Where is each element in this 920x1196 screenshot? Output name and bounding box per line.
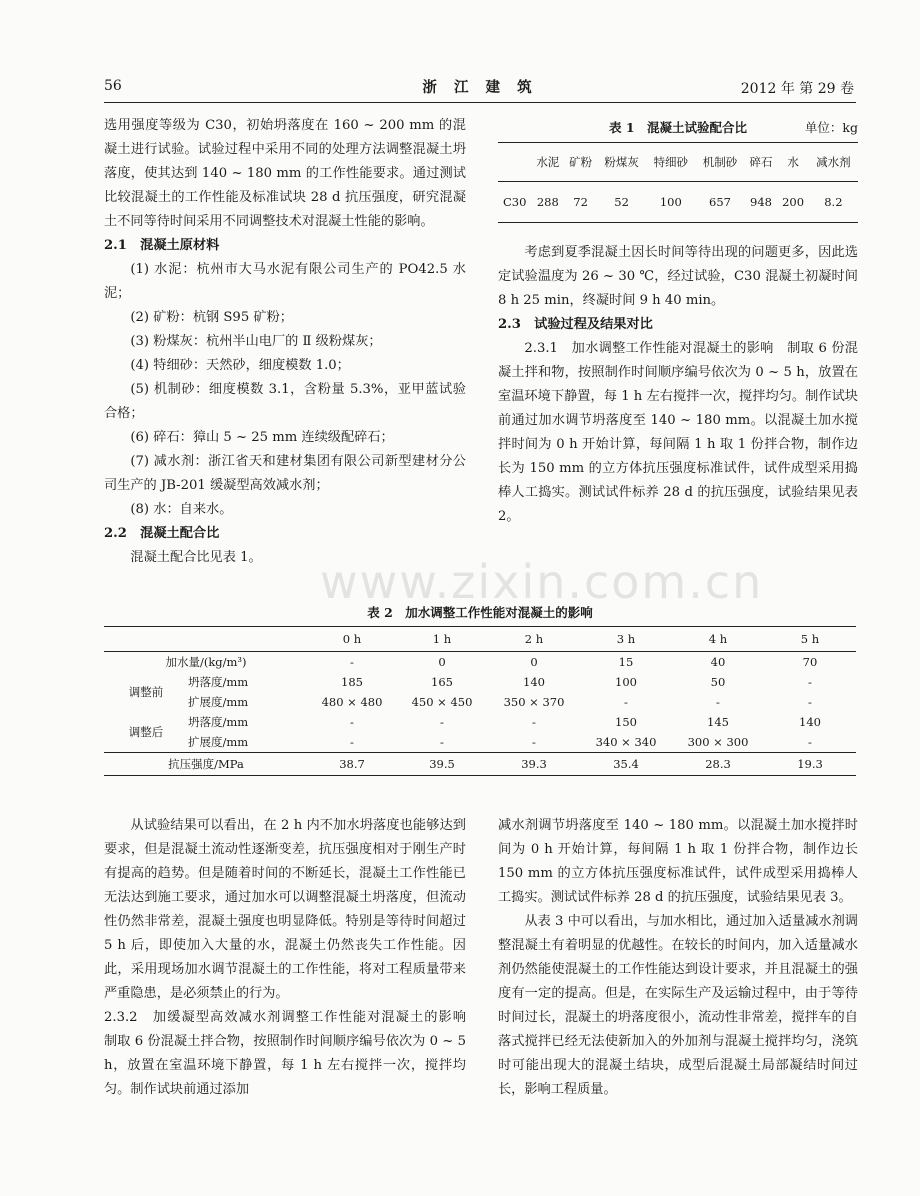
table2-before-spread-cell: 350 × 370 [503,695,565,709]
table2-after-slump-cell: 140 [799,715,821,729]
paragraph: (7) 减水剂：浙江省天和建材集团有限公司新型建材分公司生产的 JB-201 缓凝型高效减水剂； [104,454,466,493]
table2-time-header: 3 h [580,627,672,652]
table1-header-cell: 矿粉 [564,143,597,182]
table2-before-slump-cell: 185 [341,675,363,689]
left-column-bottom [104,814,480,1102]
table2-before-slump-cell: 165 [431,675,453,689]
paragraph: 混凝土配合比见表 1。 [130,550,262,565]
paragraph: 减水剂调节坍落度至 140 ~ 180 mm。以混凝土加水搅拌时间为 0 h 开始计算，每间隔 1 h 取 1 份拌合物，制作边长 150 mm 的立方体抗压强度标准试件，试件成型采用捣棒人工捣实。测试试件标养 28 d 的抗压强度，试验结果见表 3。 [498,818,858,905]
table2-caption: 表 2 加水调整工作性能对混凝土的影响 [367,605,593,620]
table2-after-spread-cell: - [440,735,444,749]
table1-header-cell: 水泥 [531,143,564,182]
table2-time-header: 5 h [764,627,856,652]
table1-header-cell: 减水剂 [809,143,858,182]
year-volume: 2012 年 第 29 卷 [740,81,854,97]
paragraph: (3) 粉煤灰：杭州半山电厂的 Ⅱ 级粉煤灰； [130,334,382,349]
table2-before-spread-cell: 480 × 480 [321,695,383,709]
table2-water-label: 加水量/(kg/m³) [165,655,247,669]
table2-water-cell: 15 [618,655,634,669]
paragraph: 选用强度等级为 C30，初始坍落度在 160 ~ 200 mm 的混凝土进行试验。试验过程中采用不同的处理方法调整混凝土坍落度，使其达到 140 ~ 180 mm 的工作性能要求。通过测试比较混凝土的工作性能及标准试块 28 d 抗压强度，研究混凝土不同等待时间采用不同调整技术对混凝土性能的影响。 [104,118,466,229]
table2-before-slump-cell: - [808,675,812,689]
table2-water-cell: - [350,655,354,669]
right-column-top [498,241,858,529]
left-column-top [104,114,466,570]
table1-header-cell: 特细砂 [646,143,695,182]
table1-cell: 200 [777,182,808,223]
table1-caption: 表 1 混凝土试验配合比 [608,120,748,135]
section-heading: 2.1 混凝土原材料 [104,238,220,253]
table2-after-spread-cell: - [350,735,354,749]
paragraph: 从试验结果可以看出，在 2 h 内不加水坍落度也能够达到要求，但是混凝土流动性逐渐变差，抗压强度相对于刚生产时有提高的趋势。但是随着时间的不断延长，混凝土工作性能已无法达到施工要求，通过加水可以调整混凝土坍落度，但流动性仍然非常差，混凝土强度也明显降低。特别是等待时间超过 5 h 后，即使加入大量的水，混凝土仍然丧失工作性能。因此，采用现场加水调节混凝土的工作性能，将对工程质量带来严重隐患，是必须禁止的行为。 [104,818,466,1001]
table2-row-water [104,652,856,673]
table2-after-slump-cell: - [440,715,444,729]
table1-header-cell: 机制砂 [695,143,744,182]
table2-time-header: 0 h [308,627,396,652]
paragraph: (6) 碎石：獐山 5 ~ 25 mm 连续级配碎石； [130,430,394,445]
table2-strength-cell: 39.3 [488,753,580,776]
table1-cell: 100 [646,182,695,223]
table2-water-cell: 0 [438,655,446,669]
table2-slump-label: 坍落度/mm [188,715,249,729]
table1-cell: 8.2 [809,182,858,223]
table2-spread-label: 扩展度/mm [188,735,249,749]
table2-after-spread-cell: 340 × 340 [595,735,657,749]
table2-row-after-slump [104,712,856,732]
table2-after-spread-cell: - [532,735,536,749]
table1-cell: 288 [531,182,564,223]
right-column-bottom [498,814,858,1102]
table2-before-spread-cell: 450 × 450 [411,695,473,709]
table2-row-strength [104,753,856,776]
table1-header-cell: 水 [777,143,808,182]
table1-cell: 657 [695,182,744,223]
table1-cell: C30 [498,182,531,223]
table2-strength-cell: 39.5 [396,753,488,776]
table1-cell: 72 [564,182,597,223]
table2-strength-cell: 19.3 [764,753,856,776]
watermark: www.zixin.com.cn [320,555,764,609]
table1-header-cell: 碎石 [745,143,778,182]
table2-corner [104,627,308,652]
journal-title: 浙 江 建 筑 [422,79,538,96]
table2-before-slump-cell: 100 [615,675,637,689]
table2-after-slump-cell: 150 [615,715,637,729]
table2-strength-label: 抗压强度/MPa [104,753,308,776]
table1-header-cell: 粉煤灰 [597,143,646,182]
table2-water-cell: 70 [802,655,818,669]
table2-before-slump-cell: 50 [710,675,726,689]
table1-unit: 单位：kg [804,120,858,135]
table2-row-before-slump [104,672,856,692]
table2-row-before-spread [104,692,856,712]
table1-header-cell [498,143,531,182]
table2-strength-cell: 35.4 [580,753,672,776]
page-header [104,76,856,103]
table1-cell: 948 [745,182,778,223]
table1-header-row [498,143,858,182]
paragraph: (4) 特细砂：天然砂，细度模数 1.0； [130,358,350,373]
paragraph: 2.3.2 加缓凝型高效减水剂调整工作性能对混凝土的影响 制取 6 份混凝土拌合物，按照制作时间顺序编号依次为 0 ~ 5 h，放置在室温环境下静置，每 1 h 左右搅拌一次，搅拌均匀。制作试块前通过添加 [104,1010,480,1097]
table2-strength-cell: 38.7 [308,753,396,776]
page-number: 56 [104,78,122,94]
table2-header-row [104,627,856,652]
section-heading: 2.2 混凝土配合比 [104,526,220,541]
table2-strength-cell: 28.3 [672,753,764,776]
table2-slump-label: 坍落度/mm [188,675,249,689]
table2 [104,626,856,776]
table2-after-slump-cell: 145 [707,715,729,729]
table2-after-slump-cell: - [532,715,536,729]
table2-after-slump-cell: - [350,715,354,729]
paragraph: 2.3.1 加水调整工作性能对混凝土的影响 制取 6 份混凝土拌和物，按照制作时间顺序编号依次为 0 ~ 5 h，放置在室温环境下静置，每 1 h 左右搅拌一次，搅拌均匀。制作试块前通过加水调节坍落度至 140 ~ 180 mm。以混凝土加水搅拌时间为 0 h 开始计算，每间隔 1 h 取 1 份拌合物，制作边长为 150 mm 的立方体抗压强度标准试件，试件成型采用捣棒人工捣实。测试试件标养 28 d 的抗压强度，试验结果见表 2。 [498,341,858,524]
table2-water-cell: 40 [710,655,726,669]
table2-after-spread-cell: - [808,735,812,749]
table2-time-header: 4 h [672,627,764,652]
table2-before-spread-cell: - [624,695,628,709]
table2-after-label: 调整后 [128,725,164,739]
table2-before-label: 调整前 [128,685,164,699]
paragraph: 从表 3 中可以看出，与加水相比，通过加入适量减水剂调整混凝土有着明显的优越性。在较长的时间内，加入适量减水剂仍然能使混凝土的工作性能达到设计要求，并且混凝土的强度有一定的提高。但是，在实际生产及运输过程中，由于等待时间过长，混凝土的坍落度很小，流动性非常差，搅拌车的自落式搅拌已经无法使新加入的外加剂与混凝土搅拌均匀，浇筑时可能出现大的混凝土结块，成型后混凝土局部凝结时间过长，影响工程质量。 [498,914,858,1097]
table2-before-slump-cell: 140 [523,675,545,689]
table2-after-spread-cell: 300 × 300 [687,735,749,749]
table1 [498,142,858,223]
table2-before-spread-cell: - [808,695,812,709]
table2-before-spread-cell: - [716,695,720,709]
table2-spread-label: 扩展度/mm [188,695,249,709]
paragraph: (1) 水泥：杭州市大马水泥有限公司生产的 PO42.5 水泥； [104,262,466,301]
paragraph: 考虑到夏季混凝土因长时间等待出现的问题更多，因此选定试验温度为 26 ~ 30 ℃，经过试验，C30 混凝土初凝时间 8 h 25 min，终凝时间 9 h 40 min。 [498,245,858,308]
table1-cell: 52 [597,182,646,223]
paragraph: (2) 矿粉：杭钢 S95 矿粉； [130,310,293,325]
table1-data-row [498,182,858,223]
paragraph: (5) 机制砂：细度模数 3.1，含粉量 5.3%，亚甲蓝试验合格； [104,382,466,421]
table2-time-header: 1 h [396,627,488,652]
section-heading: 2.3 试验过程及结果对比 [498,317,653,332]
paragraph: (8) 水：自来水。 [130,502,233,517]
table2-water-cell: 0 [530,655,538,669]
table2-time-header: 2 h [488,627,580,652]
table2-row-after-spread [104,732,856,753]
